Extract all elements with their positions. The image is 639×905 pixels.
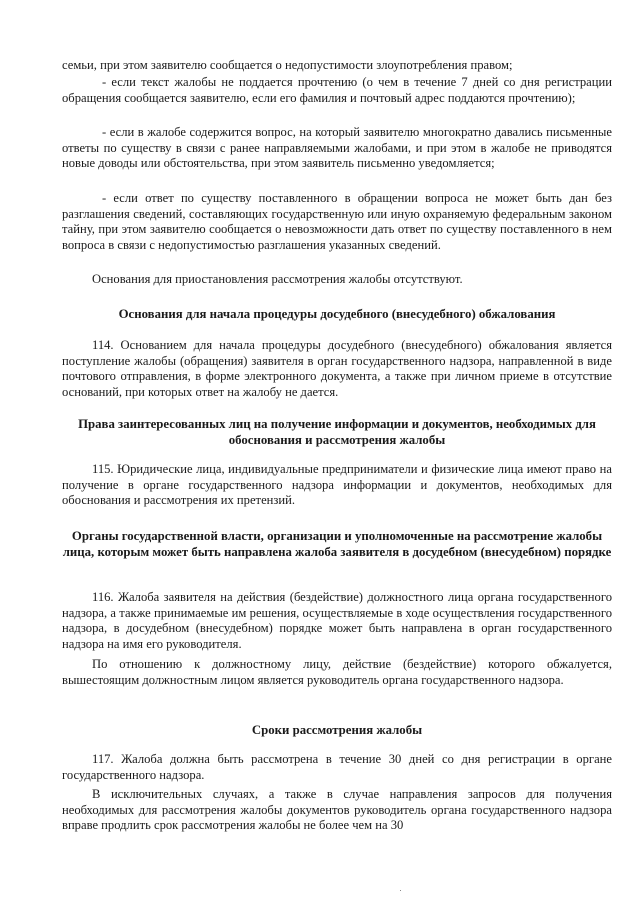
paragraph-extension: В исключительных случаях, а также в случае направления запросов для получения необходимых для рассмотрения жалобы документов руководитель органа государственного надзора вправе продлить срок рассмотрения жалобы не более чем на 30	[62, 787, 612, 833]
section-heading-rights: Права заинтересованных лиц на получение информации и документов, необходимых для обоснования и рассмотрения жалобы	[78, 417, 596, 447]
list-item-unreadable: - если текст жалобы не поддается прочтению (о чем в течение 7 дней со дня регистрации обращения сообщается заявителю, если его фамилия и почтовый адрес поддаются прочтению);	[62, 75, 612, 105]
paragraph-115: 115. Юридические лица, индивидуальные предприниматели и физические лица имеют право на получение в органе государственного надзора информации и документов, необходимых для обоснования и рассмотрения их претензий.	[62, 462, 612, 508]
paragraph-117: 117. Жалоба должна быть рассмотрена в течение 30 дней со дня регистрации в органе государственного надзора.	[62, 752, 612, 782]
paragraph-superior-official: По отношению к должностному лицу, действие (бездействие) которого обжалуется, вышестоящим должностным лицом является руководитель органа государственного надзора.	[62, 657, 612, 687]
paragraph-continuation: семьи, при этом заявителю сообщается о недопустимости злоупотребления правом;	[62, 58, 513, 72]
paragraph-114: 114. Основанием для начала процедуры досудебного (внесудебного) обжалования является поступление жалобы (обращения) заявителя в орган государственного надзора, направленной в виде почтового отправления, в форме электронного документа, а также при личном приеме в отсутствие оснований, при которых ответ на жалобу не дается.	[62, 338, 612, 399]
paragraph-116: 116. Жалоба заявителя на действия (бездействие) должностного лица органа государственного надзора, а также принимаемые им решения, осуществляемые в ходе осуществления государственного надзора, в досудебном (внесудебном) порядке может быть направлена в орган государственного надзора на имя его руководителя.	[62, 590, 612, 651]
scan-speck	[400, 890, 401, 891]
section-heading-authorities: Органы государственной власти, организации и уполномоченные на рассмотрение жалобы лица, которым может быть направлена жалоба заявителя в досудебном (внесудебном) порядке	[62, 529, 612, 559]
paragraph-no-suspension: Основания для приостановления рассмотрения жалобы отсутствуют.	[92, 272, 463, 286]
list-item-repeated-question: - если в жалобе содержится вопрос, на который заявителю многократно давались письменные ответы по существу в связи с ранее направляемыми жалобами, и при этом в жалобе не приводятся новые доводы или обстоятельства, при этом заявитель письменно уведомляется;	[62, 125, 612, 171]
section-heading-terms: Сроки рассмотрения жалобы	[251, 723, 423, 737]
section-heading-grounds: Основания для начала процедуры досудебного (внесудебного) обжалования	[118, 307, 556, 321]
list-item-secret-information: - если ответ по существу поставленного в обращении вопроса не может быть дан без разглашения сведений, составляющих государственную или иную охраняемую федеральным законом тайну, при этом заявителю сообщается о невозможности дать ответ по существу поставленного в нем вопроса в связи с недопустимостью разглашения указанных сведений.	[62, 191, 612, 252]
